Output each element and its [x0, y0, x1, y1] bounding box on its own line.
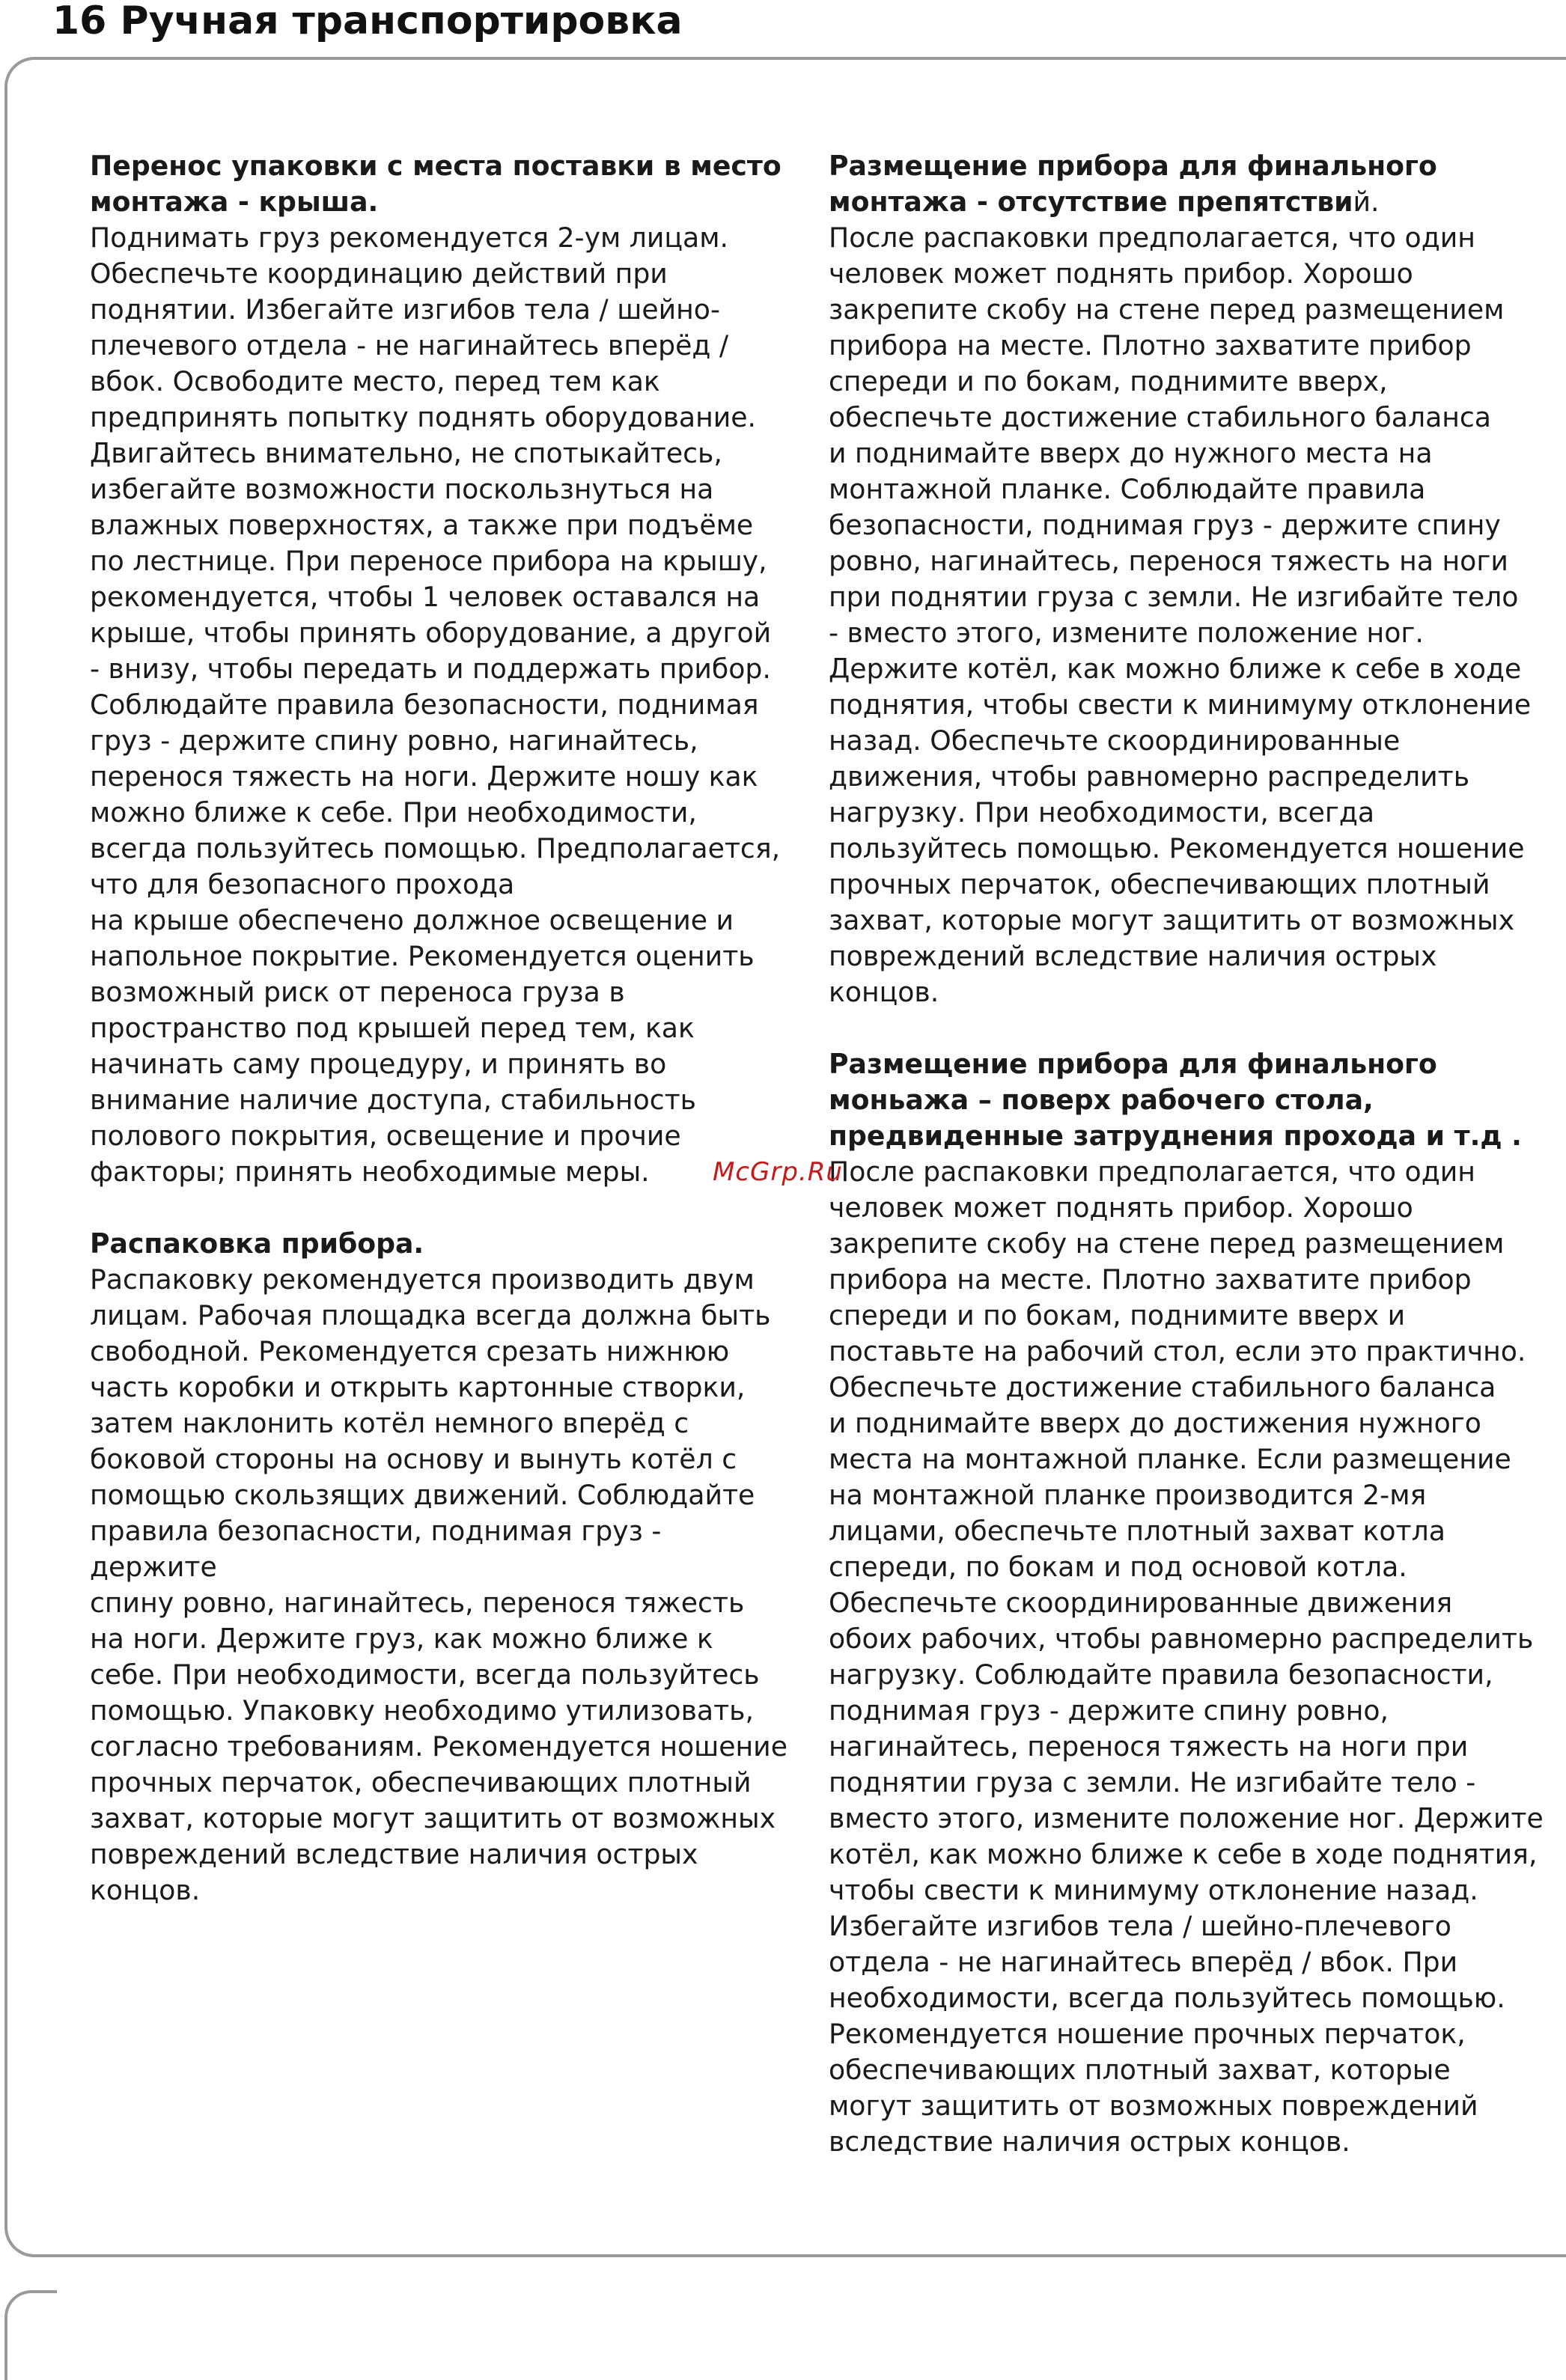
section-body: Распаковку рекомендуется производить двум лицам. Рабочая площадка всегда должна быть свободной. Рекомендуется срезать нижнюю часть коробки и открыть картонные створки, затем наклонить котёл немного вперёд с боковой стороны на основу и вынуть котёл с помощью скользящих движений. Соблюдайте правила безопасности, поднимая груз - держите спину ровно, нагинайтесь, перенося тяжесть на ноги. Держите груз, как можно ближе к себе. При необходимости, всегда пользуйтесь помощью. Упаковку необходимо утилизовать, согласно требованиям. Рекомендуется ношение прочных перчаток, обеспечивающих плотный захват, которые могут защитить от возможных повреждений вследствие наличия острых концов.	[90, 1263, 787, 1906]
section-body: После распаковки предполагается, что один человек может поднять прибор. Хорошо закрепите скобу на стене перед размещением прибора на месте. Плотно захватите прибор спереди и по бокам, поднимите вверх и поставьте на рабочий стол, если это практично. Обеспечьте достижение стабильного баланса и поднимайте вверх до достижения нужного места на монтажной планке. Если размещение на монтажной планке производится 2-мя лицами, обеспечьте плотный захват котла спереди, по бокам и под основой котла. Обеспечьте скоординированные движения обоих рабочих, чтобы равномерно распределить нагрузку. Соблюдайте правила безопасности, поднимая груз - держите спину ровно, нагинайтесь, перенося тяжесть на ноги при поднятии груза с земли. Не изгибайте тело - вместо этого, измените положение ног. Держите котёл, как можно ближе к себе в ходе поднятия, чтобы свести к минимуму отклонение назад. Избегайте изгибов тела / шейно-плечевого отдела - не нагинайтесь вперёд / вбок. При необходимости, всегда пользуйтесь помощью. Рекомендуется ношение прочных перчаток, обеспечивающих плотный захват, которые могут защитить от возможных повреждений вследствие наличия острых концов.	[829, 1156, 1544, 2158]
section-transport-to-roof	[90, 148, 793, 1190]
section-heading-text: Распаковка прибора.	[90, 1227, 424, 1260]
section-heading-tail: й.	[1353, 186, 1380, 218]
section-heading	[829, 1046, 1547, 1154]
section-heading	[90, 148, 793, 220]
section-body: После распаковки предполагается, что один человек может поднять прибор. Хорошо закрепите скобу на стене перед размещением прибора на месте. Плотно захватите прибор спереди и по бокам, поднимите вверх, обеспечьте достижение стабильного баланса и поднимайте вверх до нужного места на монтажной планке. Соблюдайте правила безопасности, поднимая груз - держите спину ровно, нагинайтесь, перенося тяжесть на ноги при поднятии груза с земли. Не изгибайте тело - вместо этого, измените положение ног. Держите котёл, как можно ближе к себе в ходе поднятия, чтобы свести к минимуму отклонение назад. Обеспечьте скоординированные движения, чтобы равномерно распределить нагрузку. При необходимости, всегда пользуйтесь помощью. Рекомендуется ношение прочных перчаток, обеспечивающих плотный захват, которые могут защитить от возможных повреждений вследствие наличия острых концов.	[829, 222, 1532, 1008]
section-heading	[829, 148, 1547, 220]
section-placement-over-worktop	[829, 1046, 1547, 2160]
left-column	[90, 148, 793, 1944]
section-placement-no-obstacles	[829, 148, 1547, 1010]
section-unpacking	[90, 1226, 793, 1908]
section-heading-text: Размещение прибора для финального монтажа - отсутствие препятстви	[829, 150, 1437, 218]
section-body: Поднимать груз рекомендуется 2-ум лицам. Обеспечьте координацию действий при поднятии. Избегайте изгибов тела / шейно- плечевого отдела - не нагинайтесь вперёд / вбок. Освободите место, перед тем как предпринять попытку поднять оборудование. Двигайтесь внимательно, не спотыкайтесь, избегайте возможности поскользнуться на влажных поверхностях, а также при подъёме по лестнице. При переносе прибора на крышу, рекомендуется, чтобы 1 человек оставался на крыше, чтобы принять оборудование, а другой - внизу, чтобы передать и поддержать прибор. Соблюдайте правила безопасности, поднимая груз - держите спину ровно, нагинайтесь, перенося тяжесть на ноги. Держите ношу как можно ближе к себе. При необходимости, всегда пользуйтесь помощью. Предполагается, что для безопасного прохода на крыше обеспечено должное освещение и напольное покрытие. Рекомендуется оценить возможный риск от переноса груза в пространство под крышей перед тем, как начинать саму процедуру, и принять во внимание наличие доступа, стабильность полового покрытия, освещение и прочие факторы; принять необходимые меры.	[90, 222, 781, 1188]
footer-corner-mark	[4, 2290, 57, 2380]
section-heading	[90, 1226, 793, 1262]
section-heading-text: Перенос упаковки с места поставки в место монтажа - крыша.	[90, 150, 782, 218]
watermark: McGrp.Ru	[713, 1157, 843, 1187]
section-heading-text: Размещение прибора для финального моньажа – поверх рабочего стола, предвиденные затруднения прохода и т.д .	[829, 1048, 1522, 1152]
right-column	[829, 148, 1547, 2196]
page-title: 16 Ручная транспортировка	[52, 0, 683, 43]
